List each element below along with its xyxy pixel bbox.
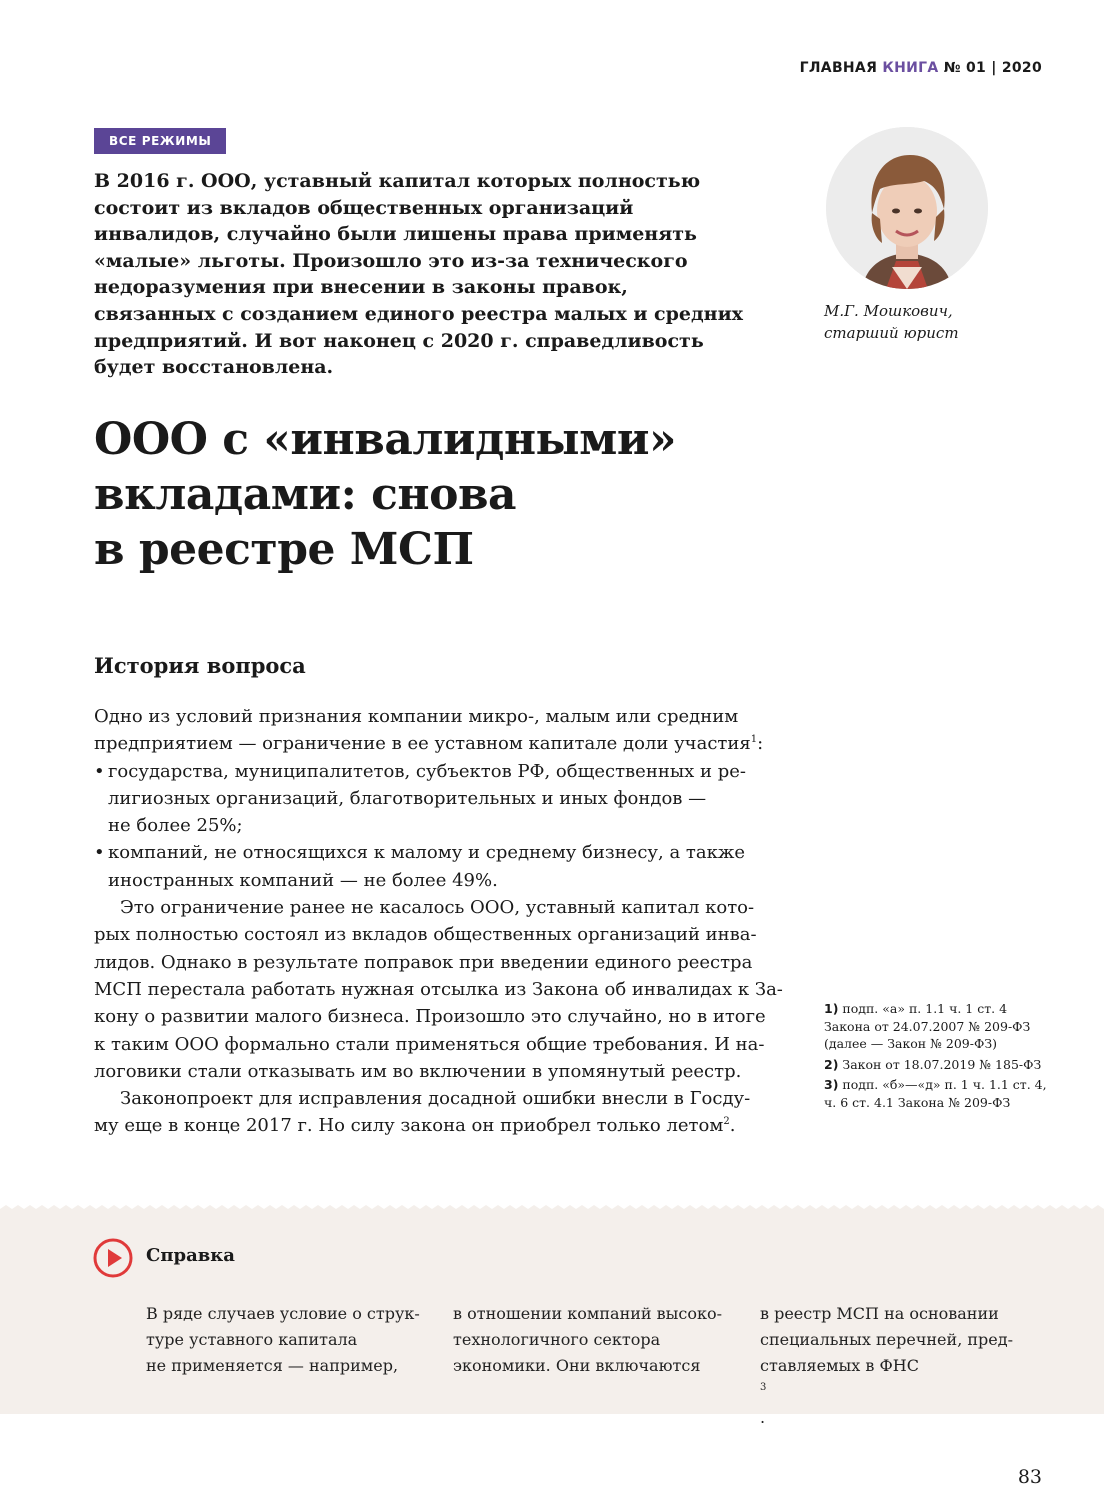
sidebar-line: туре уставного капитала [146,1330,358,1349]
author-name: М.Г. Мошкович, [824,302,953,320]
body-line: МСП перестала работать нужная отсылка из Закона об инвалидах к За- [94,978,783,1000]
author-role: старший юрист [824,324,959,342]
footnote [824,1056,1054,1074]
author-caption [824,300,959,344]
footnote-text: подп. «б»—«д» п. 1 ч. 1.1 ст. 4, ч. 6 ст. 4.1 Закона № 209-ФЗ [824,1077,1047,1110]
body-line [94,1112,774,1139]
author-portrait-image [826,127,988,289]
lead-paragraph [94,168,794,381]
body-line: иностранных компаний — не более 49%. [108,869,498,891]
page-number: 83 [1017,1466,1042,1488]
body-line: логовики стали отказывать им во включении в упомянутый реестр. [94,1060,742,1082]
masthead-title: ГЛАВНАЯ [799,60,878,76]
author-photo [826,127,988,289]
lead-line: предприятий. И вот наконец с 2020 г. справедливость [94,329,704,352]
sidebar-line: в отношении компаний высоко- [453,1304,723,1323]
lead-line: недоразумения при внесении в законы правок, [94,276,628,299]
footnote-ref: 3 [760,1382,767,1393]
bullet-item: • компаний, не относящихся к малому и среднему бизнесу, а также [94,839,774,866]
sidebar-column-2 [453,1301,743,1379]
article-body [94,703,783,1140]
headline-line: ООО с «инвалидными» [94,414,676,465]
lead-line: связанных с созданием единого реестра малых и средних [94,302,743,325]
sidebar-line: технологичного сектора [453,1330,661,1349]
sidebar-line: В ряде случаев условие о струк- [146,1304,420,1323]
footnote-ref: 1 [750,734,758,746]
lead-line: состоит из вкладов общественных организаций [94,196,634,219]
sidebar-line [760,1353,1050,1431]
sidebar-text: . [760,1408,766,1427]
body-line: Это ограничение ранее не касалось ООО, уставный капитал кото- [120,897,755,919]
sidebar-line: специальных перечней, пред- [760,1330,1013,1349]
bullet-item: • государства, муниципалитетов, субъектов РФ, общественных и ре- [94,758,774,785]
body-line: рых полностью состоял из вкладов общественных организаций инва- [94,924,757,946]
body-text: предприятием — ограничение в ее уставном капитале доли участия [94,733,751,755]
lead-line: «малые» льготы. Произошло это из-за технического [94,249,688,272]
footnote-ref: 2 [723,1116,730,1128]
sidebar-column-1 [146,1301,436,1379]
footnote-text: Закон от 18.07.2019 № 185-ФЗ [842,1056,1042,1072]
masthead-title-accent: КНИГА [882,60,939,76]
body-line: Одно из условий признания компании микро-, малым или средним [94,706,739,727]
body-line: кону о развитии малого бизнеса. Произошло это случайно, но в итоге [94,1006,766,1028]
footnote-number: 1) [824,1001,839,1016]
headline-line: вкладами: снова [94,469,517,520]
category-tag: ВСЕ РЕЖИМЫ [94,128,226,154]
lead-line: инвалидов, случайно были лишены права применять [94,223,697,246]
masthead-issue: № 01 | 2020 [943,60,1042,76]
body-line [94,730,774,757]
footnote [824,1000,1054,1053]
lead-line: будет восстановлена. [94,356,334,379]
footnotes [824,1000,1054,1114]
body-line: Законопроект для исправления досадной ошибки внесли в Госду- [120,1088,751,1110]
body-text: : [757,733,764,755]
body-line: лидов. Однако в результате поправок при введении единого реестра [94,951,753,973]
footnote-number: 3) [824,1077,839,1092]
footnote [824,1076,1054,1111]
lead-line: В 2016 г. ООО, уставный капитал которых полностью [94,170,701,192]
sidebar-line: не применяется — например, [146,1356,399,1375]
section-heading: История вопроса [94,653,306,678]
sidebar-line: экономики. Они включаются [453,1356,701,1375]
body-text: му еще в конце 2017 г. Но силу закона он приобрел только летом [94,1115,724,1137]
sidebar-title: Справка [146,1245,235,1266]
headline-line: в реестре МСП [94,524,474,575]
masthead [800,60,1042,76]
body-line: к таким ООО формально стали применяться общие требования. И на- [94,1033,765,1055]
play-circle-icon [93,1238,133,1278]
footnote-number: 2) [824,1056,839,1072]
sidebar-text: ставляемых в ФНС [760,1356,919,1375]
sidebar-line: в реестр МСП на основании [760,1304,999,1323]
article-headline [94,412,676,577]
footnote-text: подп. «а» п. 1.1 ч. 1 ст. 4 Закона от 24.07.2007 № 209-ФЗ (далее — Закон № 209-ФЗ) [824,1001,1031,1051]
body-text: . [729,1115,736,1137]
body-line: лигиозных организаций, благотворительных и иных фондов — [108,787,707,809]
body-line: не более 25%; [108,815,243,837]
sidebar-column-3 [760,1301,1050,1431]
